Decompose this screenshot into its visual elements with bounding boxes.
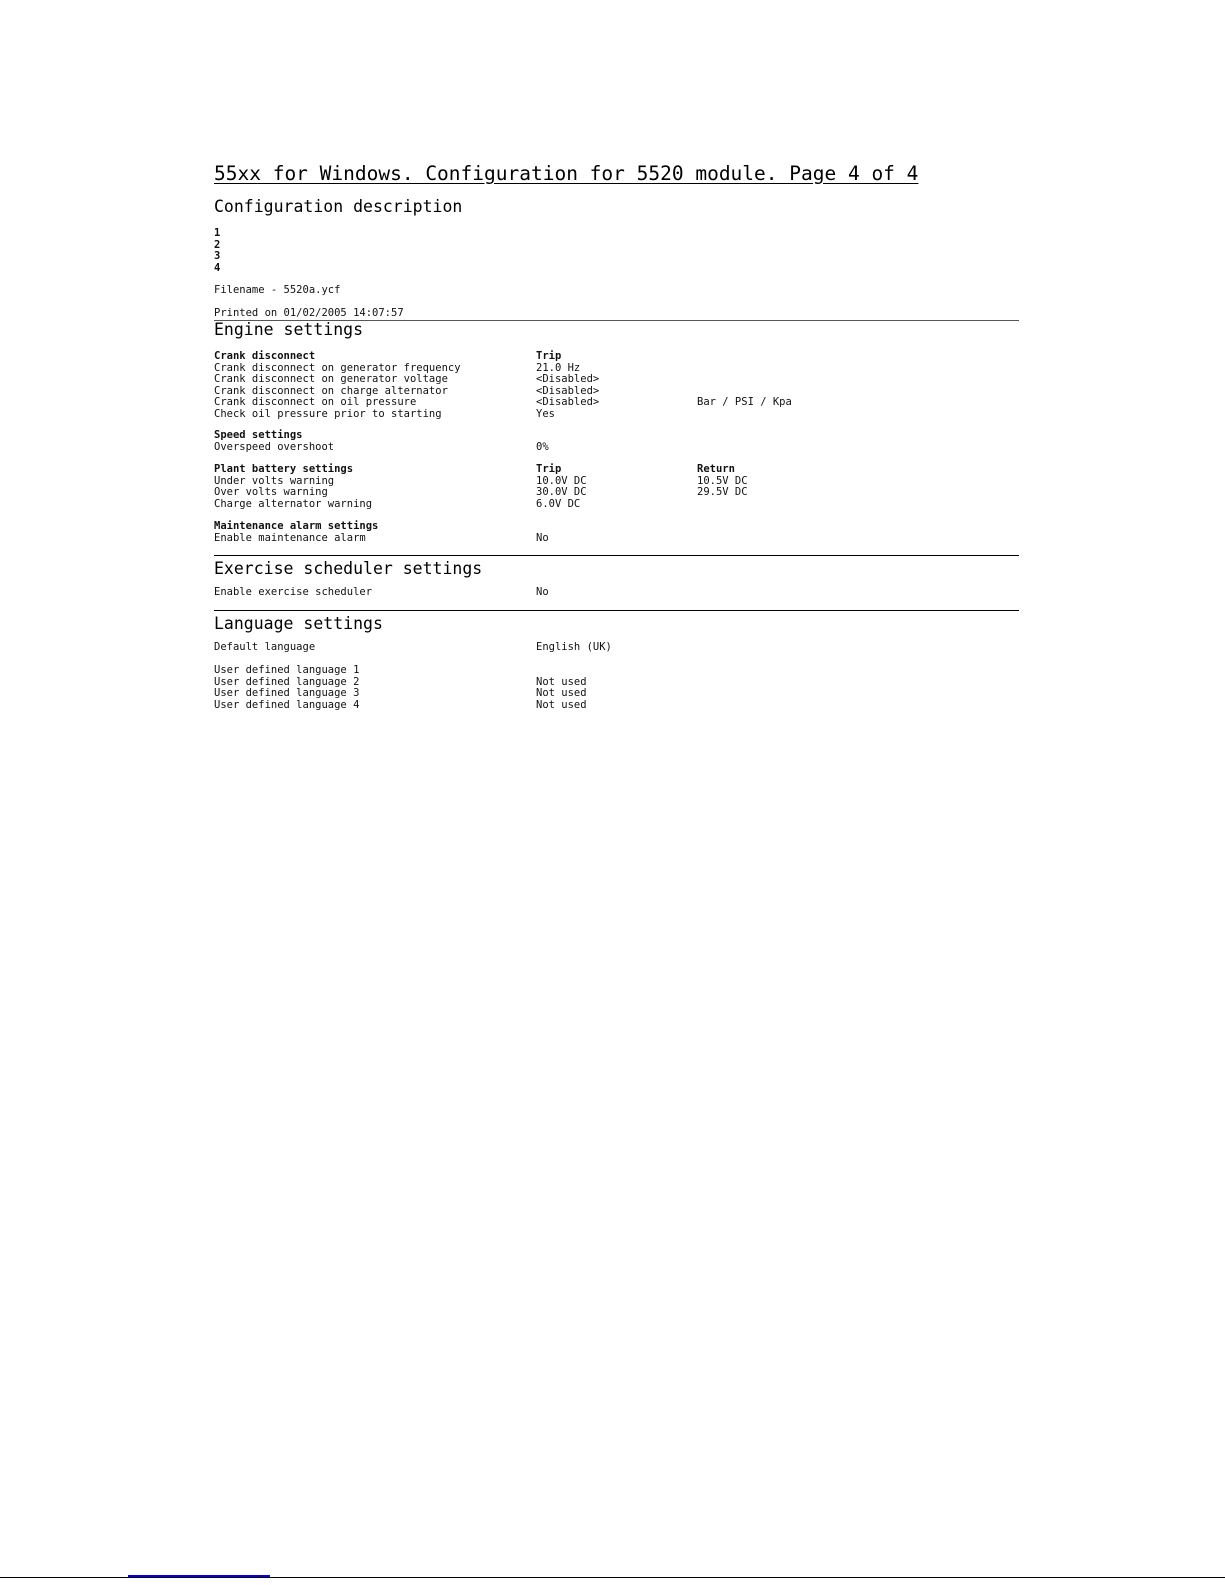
- setting-label: Crank disconnect on generator frequency: [214, 361, 461, 374]
- setting-label: User defined language 1: [214, 664, 360, 676]
- setting-value: No: [536, 531, 549, 544]
- setting-value: <Disabled>: [536, 373, 600, 385]
- setting-label: Charge alternator warning: [214, 497, 373, 510]
- setting-value: 30.0V DC: [536, 486, 587, 498]
- setting-unit: Bar / PSI / Kpa: [697, 396, 792, 408]
- section-divider: [214, 555, 1019, 556]
- engine-settings-heading: Engine settings: [214, 320, 364, 339]
- language-settings-heading: Language settings: [214, 614, 383, 633]
- description-line: 3: [214, 250, 221, 262]
- setting-value: 6.0V DC: [536, 497, 581, 510]
- trip-column-header: Trip: [536, 463, 562, 475]
- filename: Filename - 5520a.ycf: [214, 284, 341, 296]
- exercise-scheduler-heading: Exercise scheduler settings: [214, 559, 483, 578]
- section-divider: [214, 610, 1019, 611]
- setting-label: Enable maintenance alarm: [214, 531, 366, 544]
- setting-label: Overspeed overshoot: [214, 440, 335, 453]
- speed-settings-heading: Speed settings: [214, 429, 303, 441]
- setting-value: <Disabled>: [536, 384, 600, 397]
- plant-battery-heading: Plant battery settings: [214, 463, 354, 475]
- setting-value: 21.0 Hz: [536, 361, 581, 374]
- setting-value: No: [536, 586, 549, 598]
- setting-value: Yes: [536, 407, 555, 420]
- setting-value: Not used: [536, 698, 587, 711]
- printed-on: Printed on 01/02/2005 14:07:57: [214, 307, 404, 319]
- setting-value: 10.0V DC: [536, 474, 587, 487]
- setting-label: Crank disconnect on oil pressure: [214, 396, 417, 408]
- setting-label: Under volts warning: [214, 474, 335, 487]
- maintenance-alarm-heading: Maintenance alarm settings: [214, 520, 379, 532]
- setting-value: Not used: [536, 687, 587, 699]
- setting-label: User defined language 3: [214, 687, 360, 699]
- crank-disconnect-heading: Crank disconnect: [214, 350, 316, 362]
- setting-value: English (UK): [536, 641, 612, 653]
- setting-value: Not used: [536, 675, 587, 688]
- return-column-header: Return: [697, 463, 735, 475]
- description-line: 2: [214, 238, 221, 251]
- setting-return-value: 10.5V DC: [697, 474, 748, 487]
- setting-label: Crank disconnect on generator voltage: [214, 373, 448, 385]
- setting-label: User defined language 2: [214, 675, 360, 688]
- setting-label: Over volts warning: [214, 486, 328, 498]
- trip-column-header: Trip: [536, 350, 562, 362]
- setting-label: User defined language 4: [214, 698, 360, 711]
- document-title: 55xx for Windows. Configuration for 5520 module. Page 4 of 4: [214, 162, 919, 185]
- config-description-heading: Configuration description: [214, 197, 463, 216]
- setting-value: 0%: [536, 440, 549, 453]
- description-line: 1: [214, 227, 221, 239]
- setting-return-value: 29.5V DC: [697, 486, 748, 498]
- footnote-link[interactable]: [128, 1575, 270, 1577]
- description-line: 4: [214, 261, 221, 274]
- setting-label: Enable exercise scheduler: [214, 586, 373, 598]
- setting-value: <Disabled>: [536, 396, 600, 408]
- setting-label: Check oil pressure prior to starting: [214, 407, 442, 420]
- setting-label: Crank disconnect on charge alternator: [214, 384, 448, 397]
- setting-label: Default language: [214, 641, 316, 653]
- footer-rule: [0, 1577, 1225, 1578]
